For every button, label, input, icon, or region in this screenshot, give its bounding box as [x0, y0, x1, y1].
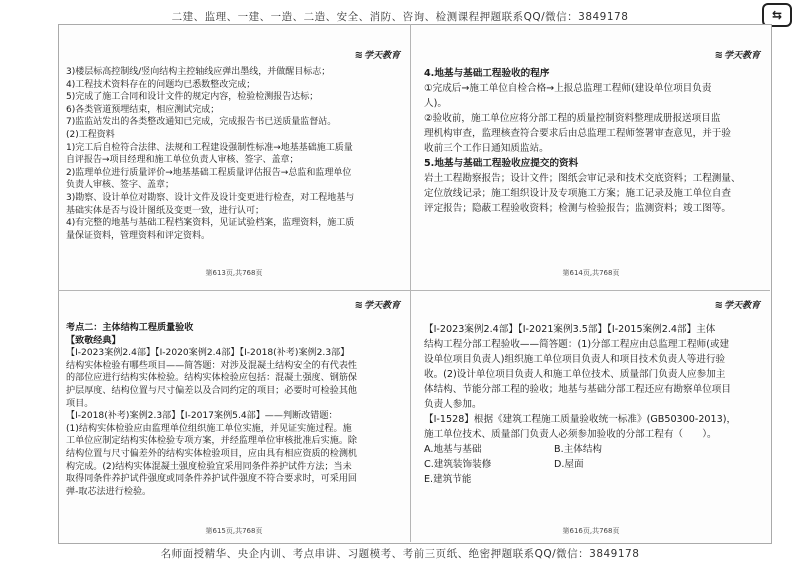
text-line: 取得同条件养护试件强度或同条件养护试件强度不符合要求时，可采用回 — [66, 474, 358, 485]
section-heading: 考点二：主体结构工程质量验收 — [66, 323, 194, 333]
page-divider-horizontal — [58, 290, 770, 291]
page-number: 第615页,共768页 — [205, 527, 263, 535]
text-line: (1)结构实体检验应由监理单位组织施工单位实施，并见证实施过程。施 — [66, 423, 352, 434]
option-b: B.主体结构 — [554, 444, 603, 455]
text-line: 项目。 — [66, 398, 94, 409]
text-line: 3)勘察、设计单位对勘察、设计文件及设计变更进行检查，对工程地基与 — [66, 192, 355, 203]
brand-logo: ≋学天教育 — [714, 300, 760, 311]
page-613 — [60, 26, 408, 288]
text-line: 4)有完整的地基与基础工程档案资料，见证试验档案，监理资料，施工质 — [66, 218, 355, 229]
text-line: 结构实体检验有哪些项目——简答题：对涉及混凝土结构安全的有代表性 — [66, 360, 358, 371]
brand-logo: ≋学天教育 — [354, 300, 400, 311]
brand-logo-icon: ≋ — [354, 300, 363, 311]
text-line: 基础实体是否与设计图纸及变更一致，进行认可； — [66, 205, 265, 216]
subsection-heading: 【致敬经典】 — [66, 335, 121, 346]
brand-logo-icon: ≋ — [714, 50, 723, 61]
option-a: A.地基与基础 — [424, 444, 482, 455]
option-c: C.建筑装饰装修 — [424, 459, 492, 470]
text-line: 岩土工程勘察报告；设计文件；图纸会审记录和技术交底资料；工程测量、 — [424, 173, 741, 184]
text-line: 2)监理单位进行质量评价→地基基础工程质量评估报告→总监和监理单位 — [66, 167, 352, 178]
text-line: 负责人参加。 — [424, 399, 482, 410]
text-line: ②验收前，施工单位应将分部工程的质量控制资料整理成册报送项目监 — [424, 113, 721, 124]
text-line: 结构位置与尺寸偏差外的结构实体检验项目，应由具有相应资质的检测机 — [66, 448, 358, 459]
bottom-banner: 名师面授精华、央企内训、考点串讲、习题模考、考前三页纸、绝密押题联系QQ/微信：3849178 — [160, 548, 640, 560]
section-heading: 5.地基与基础工程验收应提交的资料 — [424, 158, 579, 169]
text-line: 收前三个工作日通知质监站。 — [424, 143, 549, 154]
text-line: 构完成。(2)结构实体混凝土强度检验宜采用同条件养护试件方法；当未 — [66, 461, 352, 472]
text-line: 量保证资料，管理资料和评定资料。 — [66, 230, 211, 241]
text-line: 【Ⅰ-2023案例2.4部】【Ⅰ-2020案例2.4部】【Ⅰ-2018(补考)案例2.3部】 — [66, 348, 350, 359]
page-number: 第613页,共768页 — [205, 269, 263, 277]
page-divider-vertical — [410, 24, 411, 542]
brand-logo: ≋学天教育 — [354, 50, 400, 61]
text-line: 7)监监站发出的各类整改通知已完成，完成报告书已送质量监督站。 — [66, 117, 337, 128]
text-line: 【Ⅰ-1528】根据《建筑工程施工质量验收统一标准》(GB50300-2013)， — [424, 414, 737, 425]
text-line: 负责人审核、签字、盖章； — [66, 180, 175, 191]
text-line: 护层厚度、结构位置与尺寸偏差以及合同约定的项目；必要时可检验其他 — [66, 385, 358, 396]
option-e: E.建筑节能 — [424, 474, 472, 485]
text-line: ①完成后→施工单位自检合格→上报总监理工程师(建设单位项目负责 — [424, 83, 712, 94]
section-heading: 4.地基与基础工程验收的程序 — [424, 68, 550, 79]
page-616 — [414, 292, 768, 540]
page-number: 第614页,共768页 — [562, 269, 620, 277]
text-line: 收。(2)设计单位项目负责人和施工单位技术、质量部门负责人应参加主 — [424, 369, 726, 380]
text-line: 【Ⅰ-2023案例2.4部】【Ⅰ-2021案例3.5部】【Ⅰ-2015案例2.4部】主体 — [424, 324, 716, 335]
text-line: 结构工程分部工程验收——简答题：(1)分部工程应由总监理工程师(或建 — [424, 339, 730, 350]
text-line: 6)各类管道预埋结束，相应测试完成； — [66, 104, 220, 115]
text-line: 1)完工后自检符合法律、法规和工程建设强制性标准→地基基础施工质量 — [66, 142, 353, 153]
text-line: 的部位应进行结构实体检验。结构实体检验应包括：混凝土强度、钢筋保 — [66, 373, 358, 384]
text-line: 3)楼层标高控制线/竖向结构主控轴线应弹出墨线，并做醒目标志； — [66, 67, 331, 77]
text-line: 理机构审查，监理核查符合要求后由总监理工程师签署审查意见，并于验 — [424, 128, 731, 139]
page-615 — [60, 292, 408, 540]
text-line: 设单位项目负责人)组织施工单位项目负责人和项目技术负责人等进行验 — [424, 354, 726, 365]
option-d: D.屋面 — [554, 459, 584, 470]
text-line: 自评报告→项目经理和施工单位负责人审核、签字、盖章； — [66, 155, 299, 166]
text-line: 5)完成了施工合同和设计文件的规定内容，检验检测报告达标； — [66, 92, 319, 103]
top-banner: 二建、监理、一建、一造、二造、安全、消防、咨询、检测课程押题联系QQ/微信：3849178 — [171, 11, 629, 23]
answer-options — [424, 442, 684, 487]
text-line: 评定报告；隐蔽工程验收资料；检测与检验报告；监测资料；竣工图等。 — [424, 203, 731, 214]
text-line: (2)工程资料 — [66, 129, 115, 140]
text-line: 体结构、节能分部工程的验收；地基与基础分部工程还应有勘察单位项目 — [424, 384, 731, 395]
brand-logo-icon: ≋ — [354, 50, 363, 61]
text-line: 弹-取芯法进行检验。 — [66, 486, 152, 497]
text-line: 【Ⅰ-2018(补考)案例2.3部】【Ⅰ-2017案例5.4部】——判断改错题： — [66, 411, 338, 422]
swap-icon[interactable]: ⇆ — [762, 3, 792, 27]
text-line: 施工单位技术、质量部门负责人必须参加验收的分部工程有（ ）。 — [424, 429, 717, 440]
text-line: 人)。 — [424, 98, 447, 109]
text-line: 定位放线记录；施工组织设计及专项施工方案；施工记录及施工单位自查 — [424, 188, 731, 199]
page-614 — [414, 26, 768, 288]
brand-logo-icon: ≋ — [714, 300, 723, 311]
page-number: 第616页,共768页 — [562, 527, 620, 535]
text-line: 工单位应制定结构实体检验专项方案，并经监理单位审核批准后实施。除 — [66, 436, 358, 447]
text-line: 4)工程技术资料存在的问题均已悉数整改完成； — [66, 79, 256, 90]
brand-logo: ≋学天教育 — [714, 50, 760, 61]
